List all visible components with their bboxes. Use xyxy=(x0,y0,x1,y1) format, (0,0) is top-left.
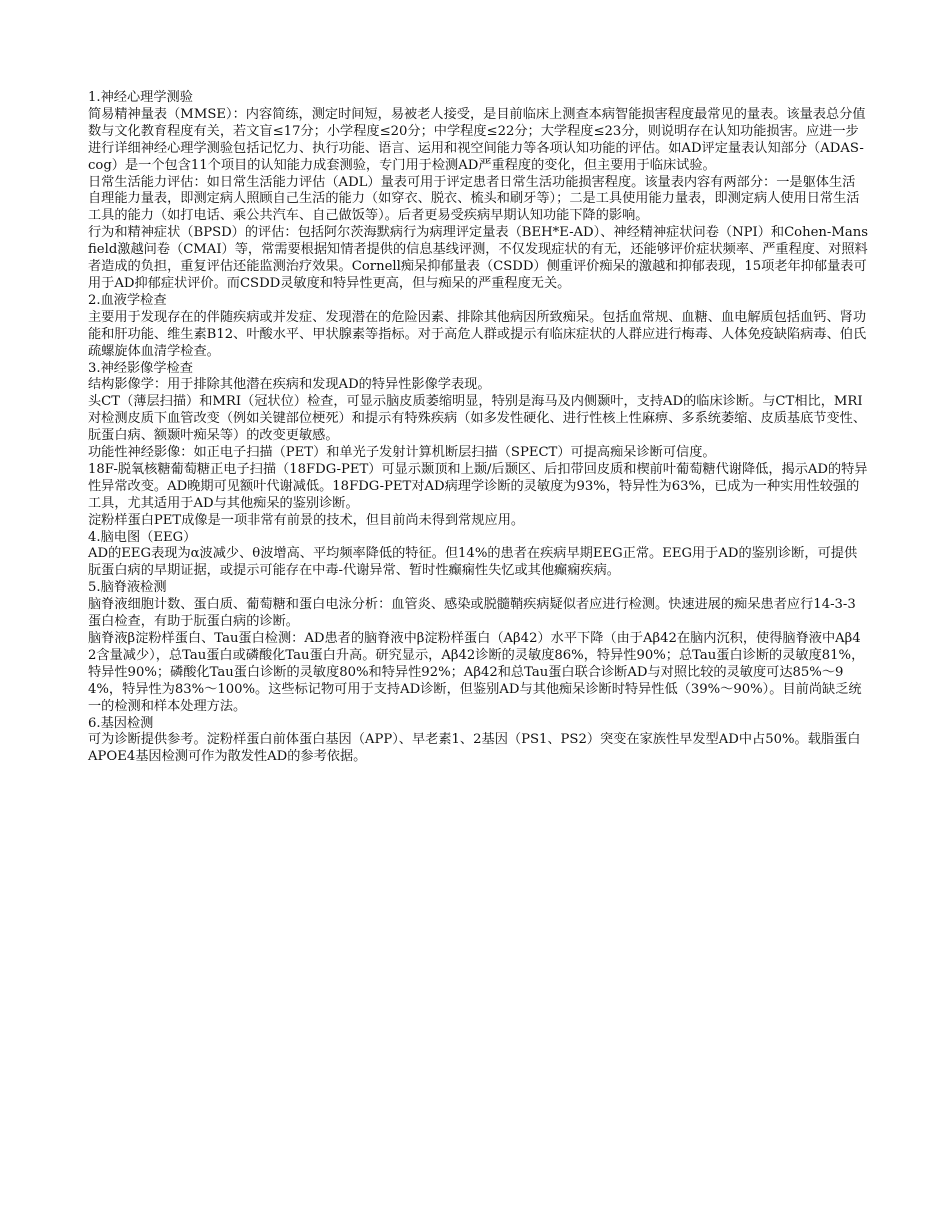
paragraph-fdg-pet: 18F-脱氧核糖葡萄糖正电子扫描（18FDG-PET）可显示颞顶和上颞/后颞区、后扣带回皮质和楔前叶葡萄糖代谢降低，揭示AD的特异性异常改变。AD晚期可见额叶代谢减低。18FDG-PET对AD病理学诊断的灵敏度为93%，特异性为63%，已成为一种实用性较强的工具，尤其适用于AD与其他痴呆的鉴别诊断。 xyxy=(88,461,868,511)
paragraph-structural-imaging: 结构影像学：用于排除其他潜在疾病和发现AD的特异性影像学表现。 xyxy=(88,377,491,393)
document-page xyxy=(88,90,868,766)
paragraph-adl: 日常生活能力评估：如日常生活能力评估（ADL）量表可用于评定患者日常生活功能损害程度。该量表内容有两部分：一是躯体生活自理能力量表，即测定病人照顾自己生活的能力（如穿衣、脱衣、梳头和刷牙等）；二是工具使用能力量表，即测定病人使用日常生活工具的能力（如打电话、乘公共汽车、自己做饭等）。后者更易受疾病早期认知功能下降的影响。 xyxy=(88,174,860,224)
paragraph-amyloid-pet: 淀粉样蛋白PET成像是一项非常有前景的技术，但目前尚未得到常规应用。 xyxy=(88,512,525,528)
section-heading-eeg: 4.脑电图（EEG） xyxy=(88,529,197,545)
paragraph-ct-mri: 头CT（薄层扫描）和MRI（冠状位）检查，可显示脑皮质萎缩明显，特别是海马及内侧颞叶，支持AD的临床诊断。与CT相比，MRI对检测皮质下血管改变（例如关键部位梗死）和提示有特殊疾病（如多发性硬化、进行性核上性麻痹、多系统萎缩、皮质基底节变性、朊蛋白病、额颞叶痴呆等）的改变更敏感。 xyxy=(88,394,867,444)
section-heading-csf: 5.脑脊液检测 xyxy=(88,580,167,596)
paragraph-mmse: 简易精神量表（MMSE）：内容简练，测定时间短，易被老人接受，是目前临床上测查本病智能损害程度最常见的量表。该量表总分值数与文化教育程度有关，若文盲≤17分；小学程度≤20分；中学程度≤22分；大学程度≤23分，则说明存在认知功能损害。应进一步进行详细神经心理学测验包括记忆力、执行功能、语言、运用和视空间能力等各项认知功能的评估。如AD评定量表认知部分（ADAS-cog）是一个包含11个项目的认知能力成套测验，专门用于检测AD严重程度的变化，但主要用于临床试验。 xyxy=(88,106,866,173)
paragraph-bpsd: 行为和精神症状（BPSD）的评估：包括阿尔茨海默病行为病理评定量表（BEH*E-AD）、神经精神症状问卷（NPI）和Cohen-Mansfield激越问卷（CMAI）等，常需要根据知情者提供的信息基线评测，不仅发现症状的有无，还能够评价症状频率、严重程度、对照料者造成的负担，重复评估还能监测治疗效果。Cornell痴呆抑郁量表（CSDD）侧重评价痴呆的激越和抑郁表现，15项老年抑郁量表可用于AD抑郁症状评价。而CSDD灵敏度和特异性更高，但与痴呆的严重程度无关。 xyxy=(88,225,868,291)
paragraph-blood: 主要用于发现存在的伴随疾病或并发症、发现潜在的危险因素、排除其他病因所致痴呆。包括血常规、血糖、血电解质包括血钙、肾功能和肝功能、维生素B12、叶酸水平、甲状腺素等指标。对于高危人群或提示有临床症状的人群应进行梅毒、人体免疫缺陷病毒、伯氏疏螺旋体血清学检查。 xyxy=(88,309,867,359)
section-heading-blood: 2.血液学检查 xyxy=(88,292,167,308)
section-heading-imaging: 3.神经影像学检查 xyxy=(88,360,193,376)
section-heading-genetic: 6.基因检测 xyxy=(88,715,154,731)
paragraph-functional-imaging: 功能性神经影像：如正电子扫描（PET）和单光子发射计算机断层扫描（SPECT）可提高痴呆诊断可信度。 xyxy=(88,445,716,461)
paragraph-csf-markers: 脑脊液β淀粉样蛋白、Tau蛋白检测：AD患者的脑脊液中β淀粉样蛋白（Aβ42）水平下降（由于Aβ42在脑内沉积，使得脑脊液中Aβ42含量减少），总Tau蛋白或磷酸化Tau蛋白升高。研究显示，Aβ42诊断的灵敏度86%，特异性90%；总Tau蛋白诊断的灵敏度81%，特异性90%；磷酸化Tau蛋白诊断的灵敏度80%和特异性92%；Aβ42和总Tau蛋白联合诊断AD与对照比较的灵敏度可达85%～94%，特异性为83%～100%。这些标记物可用于支持AD诊断，但鉴别AD与其他痴呆诊断时特异性低（39%～90%）。目前尚缺乏统一的检测和样本处理方法。 xyxy=(88,631,865,714)
paragraph-csf-basic: 脑脊液细胞计数、蛋白质、葡萄糖和蛋白电泳分析：血管炎、感染或脱髓鞘疾病疑似者应进行检测。快速进展的痴呆患者应行14-3-3蛋白检查，有助于朊蛋白病的诊断。 xyxy=(88,597,856,630)
section-heading-neuropsych: 1.神经心理学测验 xyxy=(88,90,193,105)
paragraph-eeg: AD的EEG表现为α波减少、θ波增高、平均频率降低的特征。但14%的患者在疾病早期EEG正常。EEG用于AD的鉴别诊断，可提供朊蛋白病的早期证据，或提示可能存在中毒-代谢异常、暂时性癫痫性失忆或其他癫痫疾病。 xyxy=(88,546,858,579)
paragraph-genetic: 可为诊断提供参考。淀粉样蛋白前体蛋白基因（APP）、早老素1、2基因（PS1、PS2）突变在家族性早发型AD中占50%。载脂蛋白APOE4基因检测可作为散发性AD的参考依据。 xyxy=(88,732,861,765)
